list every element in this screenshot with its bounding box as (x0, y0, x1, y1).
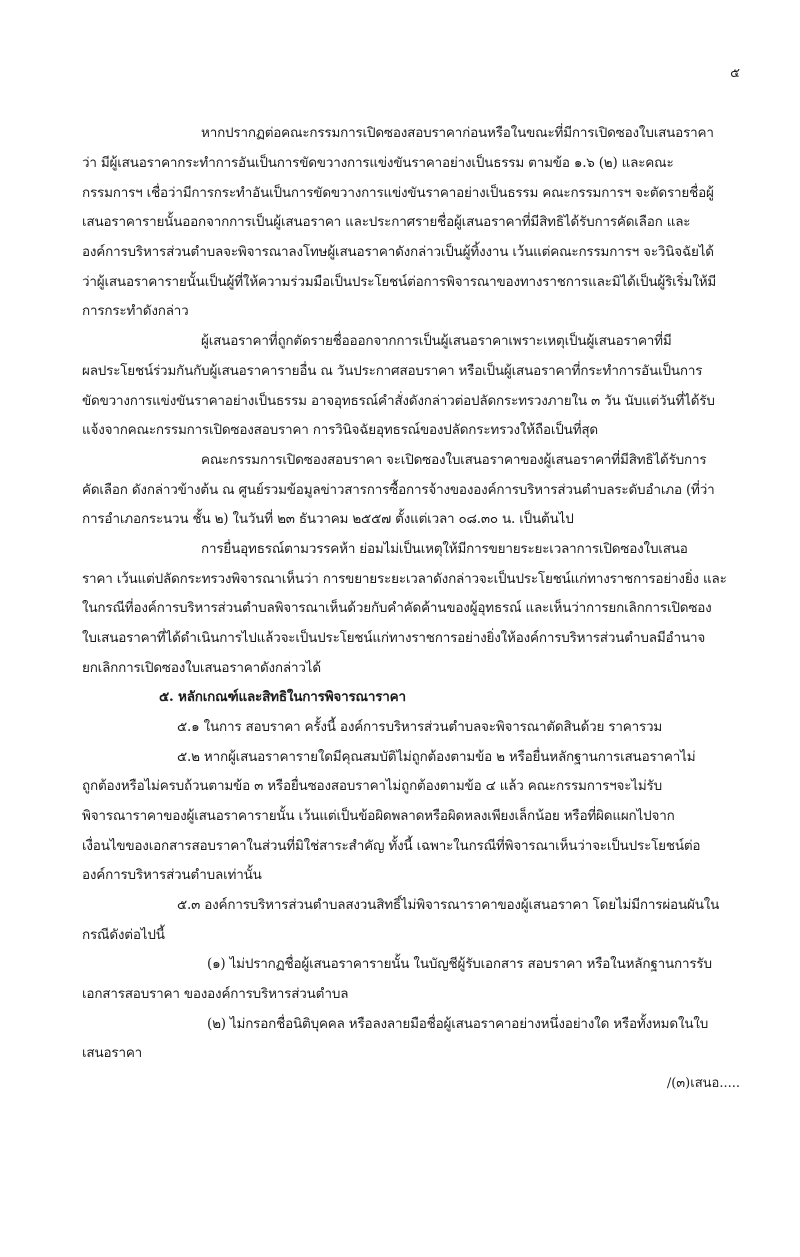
text-line: ผลประโยชน์ร่วมกันกับผู้เสนอราคารายอื่น ณ วันประกาศสอบราคา หรือเป็นผู้เสนอราคาที่กระทำการอันเป็นการ (82, 363, 703, 379)
text-line: ว่า มีผู้เสนอราคากระทำการอันเป็นการขัดขวางการแข่งขันราคาอย่างเป็นธรรม ตามข้อ ๑.๖ (๒) และคณะ (82, 155, 674, 171)
text-line: เสนอราคา (82, 1045, 143, 1061)
text-line: ใบเสนอราคาที่ได้ดำเนินการไปแล้วจะเป็นประโยชน์แก่ทางราชการอย่างยิ่งให้องค์การบริหารส่วนตำบลมีอำนาจ (82, 630, 706, 646)
text-line: ๕.๒ หากผู้เสนอราคารายใดมีคุณสมบัติไม่ถูกต้องตามข้อ ๒ หรือยื่นหลักฐานการเสนอราคาไม่ (177, 749, 696, 765)
text-line: ราคา เว้นแต่ปลัดกระทรวงพิจารณาเห็นว่า การขยายระยะเวลาดังกล่าวจะเป็นประโยชน์แก่ทางราชการอย่างยิ่ง และ (82, 571, 727, 587)
text-line: การยื่นอุทธรณ์ตามวรรคห้า ย่อมไม่เป็นเหตุให้มีการขยายระยะเวลาการเปิดซองใบเสนอ (201, 541, 688, 557)
text-line: การอำเภอกระนวน ชั้น ๒) ในวันที่ ๒๓ ธันวาคม ๒๕๕๗ ตั้งแต่เวลา ๐๘.๓๐ น. เป็นต้นไป (82, 511, 574, 527)
text-line: (๒) ไม่กรอกชื่อนิติบุคคล หรือลงลายมือชื่อผู้เสนอราคาอย่างหนึ่งอย่างใด หรือทั้งหมดในใบ (207, 1016, 709, 1032)
text-line: ผู้เสนอราคาที่ถูกตัดรายชื่อออกจากการเป็นผู้เสนอราคาเพราะเหตุเป็นผู้เสนอราคาที่มี (201, 333, 672, 349)
text-line: คณะกรรมการเปิดซองสอบราคา จะเปิดซองใบเสนอราคาของผู้เสนอราคาที่มีสิทธิได้รับการ (201, 452, 707, 468)
text-line: องค์การบริหารส่วนตำบลเท่านั้น (82, 867, 262, 883)
text-line: การกระทำดังกล่าว (82, 303, 189, 319)
text-line: ยกเลิกการเปิดซองใบเสนอราคาดังกล่าวได้ (82, 660, 321, 676)
text-line: ขัดขวางการแข่งขันราคาอย่างเป็นธรรม อาจอุทธรณ์คำสั่งดังกล่าวต่อปลัดกระทรวงภายใน ๓ วัน นับแต่วันที่ได้รับ (82, 393, 715, 409)
text-line: ว่าผู้เสนอราคารายนั้นเป็นผู้ที่ให้ความร่วมมือเป็นประโยชน์ต่อการพิจารณาของทางราชการและมิได้เป็นผู้ริเริ่มให้มี (82, 274, 717, 290)
text-line: องค์การบริหารส่วนตำบลจะพิจารณาลงโทษผู้เสนอราคาดังกล่าวเป็นผู้ทิ้งงาน เว้นแต่คณะกรรมการฯ จะวินิจฉัยได้ (82, 244, 714, 260)
text-line: ในกรณีที่องค์การบริหารส่วนตำบลพิจารณาเห็นด้วยกับคำคัดค้านของผู้อุทธรณ์ และเห็นว่าการยกเลิกการเปิดซอง (82, 600, 712, 616)
text-line: กรณีดังต่อไปนี้ (82, 927, 165, 943)
text-line: ๕.๓ องค์การบริหารส่วนตำบลสงวนสิทธิ์ไม่พิจารณาราคาของผู้เสนอราคา โดยไม่มีการผ่อนผันใน (177, 897, 720, 913)
text-line: พิจารณาราคาของผู้เสนอราคารายนั้น เว้นแต่เป็นข้อผิดพลาดหรือผิดหลงเพียงเล็กน้อย หรือที่ผิดแผกไปจาก (82, 808, 675, 824)
page-number: ๕ (730, 66, 740, 81)
text-line: คัดเลือก ดังกล่าวข้างต้น ณ ศูนย์รวมข้อมูลข่าวสารการซื้อการจ้างขององค์การบริหารส่วนตำบลระดับอำเภอ (ที่ว่า (82, 482, 715, 498)
text-line: ๕.๑ ในการ สอบราคา ครั้งนี้ องค์การบริหารส่วนตำบลจะพิจารณาตัดสินด้วย ราคารวม (177, 719, 663, 735)
text-line: หากปรากฏต่อคณะกรรมการเปิดซองสอบราคาก่อนหรือในขณะที่มีการเปิดซองใบเสนอราคา (201, 125, 714, 141)
text-line: ถูกต้องหรือไม่ครบถ้วนตามข้อ ๓ หรือยื่นซองสอบราคาไม่ถูกต้องตามข้อ ๔ แล้ว คณะกรรมการฯจะไม่รับ (82, 778, 662, 794)
continuation-marker: /(๓)เสนอ..... (666, 1076, 740, 1091)
text-line: แจ้งจากคณะกรรมการเปิดซองสอบราคา การวินิจฉัยอุทธรณ์ของปลัดกระทรวงให้ถือเป็นที่สุด (82, 422, 598, 438)
section-heading: ๕. หลักเกณฑ์และสิทธิในการพิจารณาราคา (159, 689, 406, 705)
text-line: เสนอราคารายนั้นออกจากการเป็นผู้เสนอราคา และประกาศรายชื่อผู้เสนอราคาที่มีสิทธิได้รับการคัดเลือก และ (82, 214, 691, 230)
text-line: กรรมการฯ เชื่อว่ามีการกระทำอันเป็นการขัดขวางการแข่งขันราคาอย่างเป็นธรรม คณะกรรมการฯ จะตัดรายชื่อผู้ (82, 185, 714, 201)
text-line: เอกสารสอบราคา ขององค์การบริหารส่วนตำบล (82, 986, 349, 1002)
text-line: เงื่อนไขของเอกสารสอบราคาในส่วนที่มิใช่สาระสำคัญ ทั้งนี้ เฉพาะในกรณีที่พิจารณาเห็นว่าจะเป็นประโยชน์ต่อ (82, 838, 701, 854)
text-line: (๑) ไม่ปรากฏชื่อผู้เสนอราคารายนั้น ในบัญชีผู้รับเอกสาร สอบราคา หรือในหลักฐานการรับ (207, 956, 712, 972)
